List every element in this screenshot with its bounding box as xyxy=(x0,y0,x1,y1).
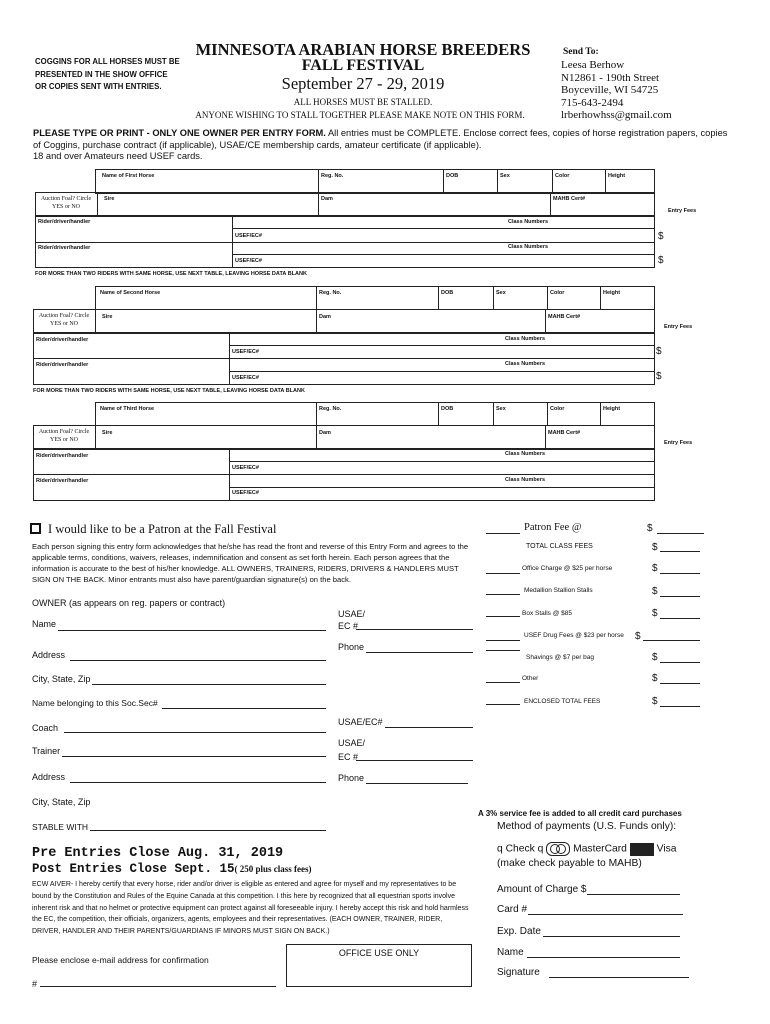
coach-usae-label: USAE/EC# xyxy=(338,717,383,727)
ec-waiver-text: ECW AIVER- I hereby certify that every horse, rider and/or driver is eligible as entered and agree for myself and my representatives to be bound by the Constitution and Rules of the Equine Canada at this competition. I this here by recognized that all equestrian sports involve inherent risk and that no helmet or protective equipment can protect against all foreseeable injury. I hereby accept this risk and hold harmless the EC, the competition, their officials, organizers, agents, employees and their representatives. (EACH OWNER, TRAINER, RIDER, DRIVER, HANDLER AND THEIR PARENTS/GUARDIANS IF MINORS MUST SIGN ON BACK.) xyxy=(32,881,469,936)
entry-fees-label: Entry Fees xyxy=(664,324,693,330)
coggins-note: COGGINS FOR ALL HORSES MUST BE PRESENTED IN THE SHOW OFFICE OR COPIES SENT WITH ENTRIES. xyxy=(35,57,180,91)
usef-label: USEF/EC# xyxy=(232,349,259,355)
total-class-fees-label: TOTAL CLASS FEES xyxy=(526,543,593,550)
class-numbers-label: Class Numbers xyxy=(508,219,549,225)
owner-city-label: City, State, Zip xyxy=(32,674,91,684)
usef-drug-qty[interactable] xyxy=(486,640,520,641)
dam-label: Dam xyxy=(321,196,333,202)
height-label: Height xyxy=(608,173,626,179)
shavings-qty[interactable] xyxy=(486,650,520,651)
owner-header: OWNER (as appears on reg. papers or contract) xyxy=(32,598,226,608)
send-to-address: Leesa Berhow N12861 - 190th Street Boyceville, WI 54725 715-643-2494 lrberhowhss@gmail.com xyxy=(561,59,672,122)
office-charge-label: Office Charge @ $25 per horse xyxy=(522,565,613,572)
owner-city-field[interactable] xyxy=(92,684,326,685)
second-horse-name-label: Name of Second Horse xyxy=(100,290,161,296)
patron-fee-field[interactable] xyxy=(486,533,520,534)
soc-sec-field[interactable] xyxy=(162,708,326,709)
sex-label: Sex xyxy=(496,290,506,296)
owner-phone-field[interactable] xyxy=(366,652,473,653)
sex-label: Sex xyxy=(500,173,510,179)
patron-fee-dollar: $ xyxy=(647,523,653,534)
entry-fee-dollar: $ xyxy=(656,371,662,382)
usef-drug-label: USEF Drug Fees @ $23 per horse xyxy=(524,632,624,639)
stable-with-field[interactable] xyxy=(90,830,326,831)
color-label: Color xyxy=(550,406,565,412)
dam-label: Dam xyxy=(319,314,331,320)
trainer-address-label: Address xyxy=(32,772,66,782)
enclosed-total-amount[interactable] xyxy=(660,706,700,707)
sire-label: Sire xyxy=(102,314,113,320)
amount-charge-field[interactable] xyxy=(587,894,680,895)
height-label: Height xyxy=(603,290,621,296)
owner-usae-label: USAE/ EC # xyxy=(338,609,366,631)
mahb-cert-label: MAHB Cert# xyxy=(548,430,581,436)
coach-usae-field[interactable] xyxy=(385,727,473,728)
color-label: Color xyxy=(555,173,570,179)
mahb-cert-label: MAHB Cert# xyxy=(553,196,586,202)
medallion-qty[interactable] xyxy=(486,594,520,595)
office-use-label: OFFICE USE ONLY xyxy=(338,948,420,958)
dob-label: DOB xyxy=(441,290,454,296)
signature-label: Signature xyxy=(497,967,540,978)
other-qty[interactable] xyxy=(486,682,520,683)
trainer-usae-label: USAE/ EC # xyxy=(338,738,366,762)
trainer-usae-field[interactable] xyxy=(356,760,473,761)
office-charge-dollar: $ xyxy=(652,563,658,574)
soc-sec-label: Name belonging to this Soc.Sec# xyxy=(32,698,158,708)
stall-together-note: ANYONE WISHING TO STALL TOGETHER PLEASE MAKE NOTE ON THIS FORM. xyxy=(195,110,525,120)
auction-foal-label: Auction Foal? Circle YES or NO xyxy=(40,196,92,210)
check-option[interactable]: q Check q xyxy=(497,843,544,855)
medallion-label: Medallion Stallion Stalls xyxy=(524,587,593,594)
third-horse-name-label: Name of Third Horse xyxy=(100,406,155,412)
rider-label-1: Rider/driver/handler xyxy=(38,219,91,225)
trainer-phone-label: Phone xyxy=(338,773,365,783)
enclosed-qty[interactable] xyxy=(486,704,520,705)
signature-field[interactable] xyxy=(549,977,689,978)
rider-label-2: Rider/driver/handler xyxy=(36,478,89,484)
rider-label-1: Rider/driver/handler xyxy=(36,453,89,459)
payable-note: (make check payable to MAHB) xyxy=(497,858,642,869)
entry-fee-dollar: $ xyxy=(658,231,664,242)
box-stalls-amount[interactable] xyxy=(660,618,700,619)
event-dates: September 27 - 29, 2019 xyxy=(281,74,445,93)
exp-date-label: Exp. Date xyxy=(497,926,541,937)
other-amount[interactable] xyxy=(660,683,700,684)
form-title-line2: FALL FESTIVAL xyxy=(301,57,425,74)
patron-fee-label: Patron Fee @ xyxy=(524,522,582,533)
more-riders-note: FOR MORE THAN TWO RIDERS WITH SAME HORSE, USE NEXT TABLE, LEAVING HORSE DATA BLANK xyxy=(33,388,305,394)
auction-foal-label: Auction Foal? Circle YES or NO xyxy=(38,313,90,327)
coach-label: Coach xyxy=(32,723,59,733)
rider-label-1: Rider/driver/handler xyxy=(36,337,89,343)
form-title-line1: MINNESOTA ARABIAN HORSE BREEDERS xyxy=(195,40,531,59)
owner-address-field[interactable] xyxy=(70,660,326,661)
sire-label: Sire xyxy=(104,196,115,202)
usef-label: USEF/EC# xyxy=(235,233,262,239)
stall-note: ALL HORSES MUST BE STALLED. xyxy=(293,97,433,107)
enclosed-total-label: ENCLOSED TOTAL FEES xyxy=(524,698,601,705)
exp-date-field[interactable] xyxy=(543,936,680,937)
dam-label: Dam xyxy=(319,430,331,436)
entry-fees-label: Entry Fees xyxy=(668,208,697,214)
other-label: Other xyxy=(522,675,539,682)
rider-label-2: Rider/driver/handler xyxy=(38,245,91,251)
cardholder-name-field[interactable] xyxy=(527,957,680,958)
email-note: Please enclose e-mail address for confirmation xyxy=(32,955,209,965)
payment-options xyxy=(497,842,677,856)
visa-logo-icon xyxy=(630,843,654,856)
first-horse-name-label: Name of First Horse xyxy=(102,173,155,179)
entry-fee-dollar: $ xyxy=(658,255,664,266)
owner-usae-field[interactable] xyxy=(356,629,473,630)
card-number-label: Card # xyxy=(497,904,528,915)
coach-field[interactable] xyxy=(64,732,326,733)
total-class-fees-amount[interactable] xyxy=(660,551,700,552)
class-numbers-label: Class Numbers xyxy=(505,477,546,483)
owner-name-field[interactable] xyxy=(58,630,326,631)
owner-name-label: Name xyxy=(32,619,57,629)
patron-label: I would like to be a Patron at the Fall Festival xyxy=(48,522,277,536)
dob-label: DOB xyxy=(446,173,459,179)
usef-label: USEF/EC# xyxy=(232,490,259,496)
total-class-fees-dollar: $ xyxy=(652,542,658,553)
owner-phone-label: Phone xyxy=(338,642,365,652)
email-hash: # xyxy=(32,979,38,989)
other-dollar: $ xyxy=(652,673,658,684)
shavings-dollar: $ xyxy=(652,652,658,663)
box-stalls-label: Box Stalls @ $85 xyxy=(522,610,572,617)
email-field[interactable] xyxy=(40,986,276,987)
box-stalls-dollar: $ xyxy=(652,608,658,619)
instructions: PLEASE TYPE OR PRINT - ONLY ONE OWNER PER ENTRY FORM. All entries must be COMPLETE. Enclose correct fees, copies of horse registration papers, copies of Coggins, purchase contract (if applicable), USAE/CE membership cards, amateur certificate (if applicable). 18 and over Amateurs need USEF cards. xyxy=(33,128,728,161)
pre-entries-deadline: Pre Entries Close Aug. 31, 2019 xyxy=(32,846,284,861)
office-charge-amount[interactable] xyxy=(660,573,700,574)
enclosed-total-dollar: $ xyxy=(652,696,658,707)
class-numbers-label: Class Numbers xyxy=(505,336,546,342)
patron-checkbox[interactable] xyxy=(30,523,41,534)
class-numbers-label: Class Numbers xyxy=(505,361,546,367)
usef-drug-amount[interactable] xyxy=(643,640,700,641)
class-numbers-label: Class Numbers xyxy=(508,244,549,250)
usef-drug-dollar: $ xyxy=(635,631,641,642)
cardholder-name-label: Name xyxy=(497,947,524,958)
shavings-amount[interactable] xyxy=(660,662,700,663)
color-label: Color xyxy=(550,290,565,296)
post-entries-deadline: Post Entries Close Sept. 15( 250 plus class fees) xyxy=(32,862,312,876)
rider-label-2: Rider/driver/handler xyxy=(36,362,89,368)
medallion-dollar: $ xyxy=(652,586,658,597)
box-stalls-qty[interactable] xyxy=(486,616,520,617)
medallion-amount[interactable] xyxy=(660,596,700,597)
usef-label: USEF/EC# xyxy=(232,465,259,471)
dob-label: DOB xyxy=(441,406,454,412)
class-numbers-label: Class Numbers xyxy=(505,451,546,457)
trainer-field[interactable] xyxy=(62,756,326,757)
acknowledgement-text: Each person signing this entry form acknowledges that he/she has read the front and reverse of this Entry Form and agrees to the applicable terms, conditions, waivers, releases, indemnification and consent as set forth herein. Each person agrees that the information is accurate to the best of his/her knowledge. ALL OWNERS, TRAINERS, RIDERS, DRIVERS & HANDLERS MUST SIGN ON THE BACK. Minor entrants must also have parent/guardian signature(s) on the back. xyxy=(32,542,469,584)
reg-no-label: Reg. No. xyxy=(321,173,344,179)
sire-label: Sire xyxy=(102,430,113,436)
height-label: Height xyxy=(603,406,621,412)
trainer-city-label: City, State, Zip xyxy=(32,797,91,807)
trainer-label: Trainer xyxy=(32,746,61,756)
entry-fees-label: Entry Fees xyxy=(664,440,693,446)
usef-label: USEF/EC# xyxy=(235,258,262,264)
patron-fee-amount[interactable] xyxy=(657,533,704,534)
trainer-address-field[interactable] xyxy=(70,782,326,783)
visa-option[interactable]: Visa xyxy=(656,843,677,855)
payment-method-label: Method of payments (U.S. Funds only): xyxy=(497,821,677,832)
mastercard-option[interactable]: MasterCard xyxy=(573,843,627,855)
reg-no-label: Reg. No. xyxy=(319,406,342,412)
shavings-label: Shavings @ $7 per bag xyxy=(526,654,595,661)
amount-charge-label: Amount of Charge $ xyxy=(497,884,587,895)
mastercard-logo-icon xyxy=(546,842,570,856)
office-charge-qty[interactable] xyxy=(486,573,520,574)
owner-address-label: Address xyxy=(32,650,66,660)
auction-foal-label: Auction Foal? Circle YES or NO xyxy=(38,429,90,443)
more-riders-note: FOR MORE THAN TWO RIDERS WITH SAME HORSE, USE NEXT TABLE, LEAVING HORSE DATA BLANK xyxy=(35,271,307,277)
reg-no-label: Reg. No. xyxy=(319,290,342,296)
send-to-label: Send To: xyxy=(563,47,599,57)
sex-label: Sex xyxy=(496,406,506,412)
trainer-phone-field[interactable] xyxy=(366,783,468,784)
service-fee-note: A 3% service fee is added to all credit card purchases xyxy=(478,809,682,818)
entry-fee-dollar: $ xyxy=(656,346,662,357)
usef-label: USEF/EC# xyxy=(232,375,259,381)
card-number-field[interactable] xyxy=(528,914,683,915)
stable-with-label: STABLE WITH xyxy=(32,822,89,832)
mahb-cert-label: MAHB Cert# xyxy=(548,314,581,320)
